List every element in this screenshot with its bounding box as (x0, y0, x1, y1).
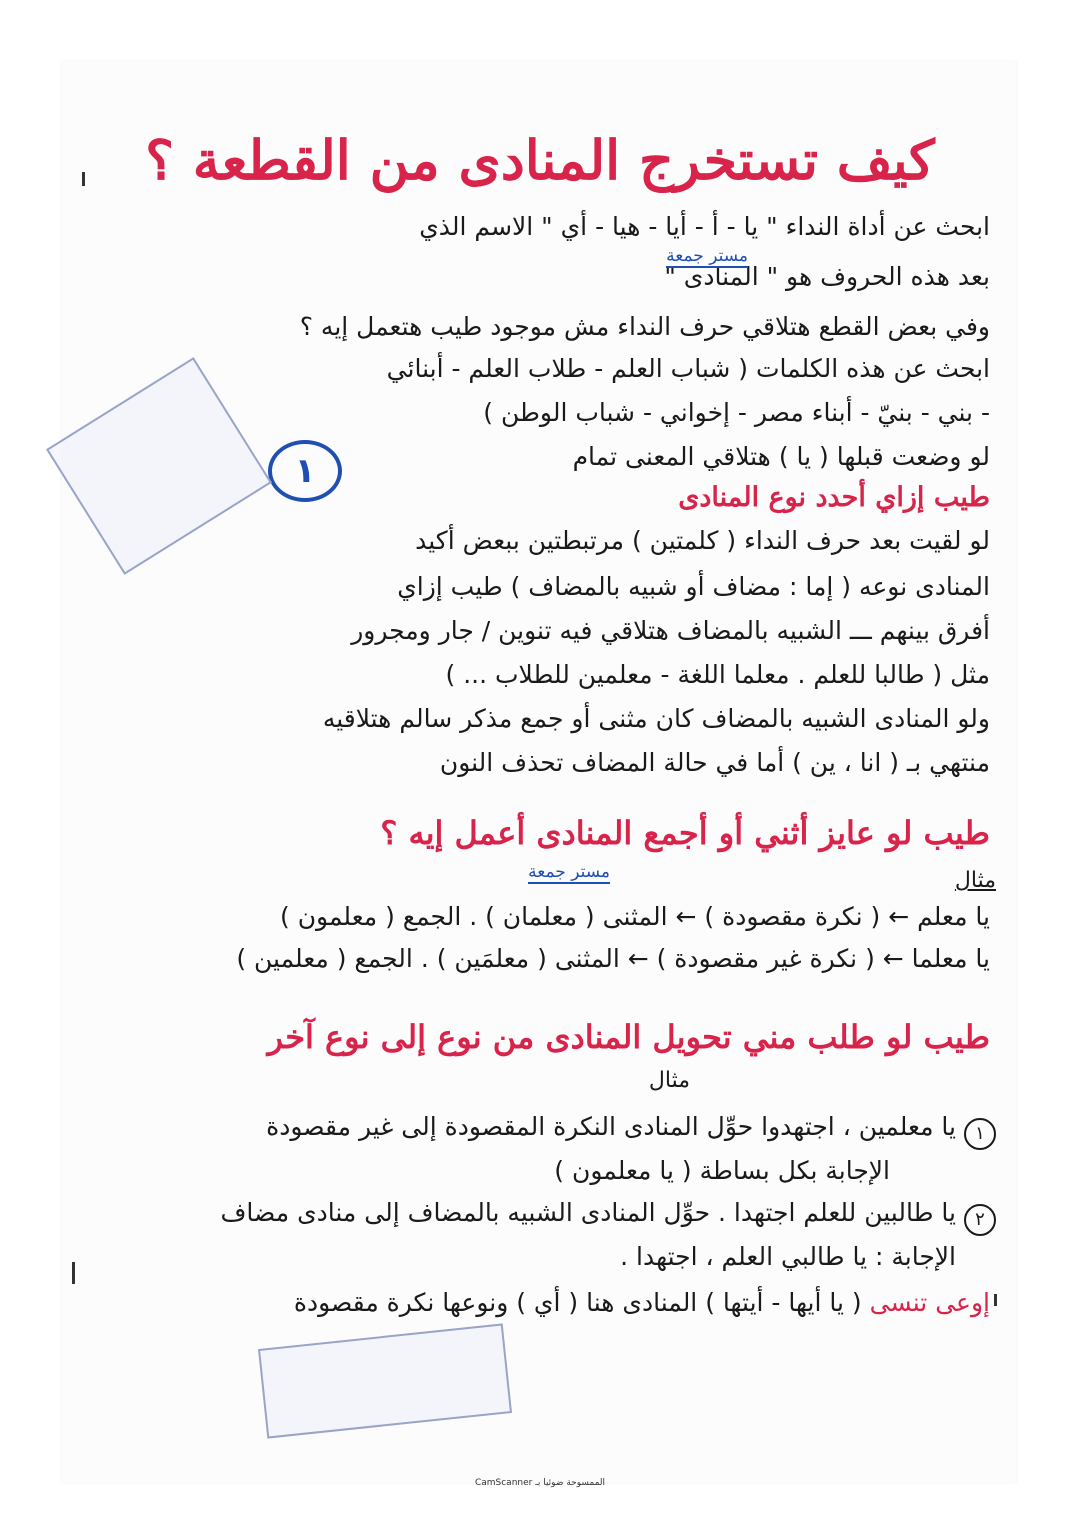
s3-example-2: يا معلما ← ( نكرة غير مقصودة ) ← المثنى ( معلمَين ) . الجمع ( معلمين ) (236, 944, 990, 973)
s1-line-2: بعد هذه الحروف هو " المنادى " (664, 262, 990, 291)
s2-line-5: ولو المنادى الشبيه بالمضاف كان مثنى أو جمع مذكر سالم هتلاقيه (322, 704, 990, 733)
s4-heading: طيب لو طلب مني تحويل المنادى من نوع إلى نوع آخر (267, 1018, 990, 1056)
s4-example-label: مثال (648, 1068, 690, 1093)
s4-reminder (294, 1288, 990, 1318)
s2-line-3: أفرق بينهم ـــ الشبيه بالمضاف هتلاقي فيه تنوين / جار ومجرور (351, 616, 990, 645)
s1-line-3: وفي بعض القطع هتلاقي حرف النداء مش موجود طيب هتعمل إيه ؟ (299, 312, 990, 341)
s2-line-1: لو لقيت بعد حرف النداء ( كلمتين ) مرتبطتين ببعض أكيد (415, 526, 990, 555)
item-number-1: ١ (964, 1118, 996, 1150)
s4-item2-line-1: يا طالبين للعلم اجتهدا . حوِّل المنادى الشبيه بالمضاف إلى منادى مضاف (220, 1198, 956, 1227)
s4-item2-line-2: الإجابة : يا طالبي العلم ، اجتهدا . (620, 1242, 956, 1271)
teacher-note-2: مستر جمعة (528, 862, 610, 882)
s2-line-4: مثل ( طالبا للعلم . معلما اللغة - معلمين للطلاب ... ) (445, 660, 990, 689)
ink-mark (72, 1262, 75, 1284)
item-number-2: ٢ (964, 1204, 996, 1236)
scanner-footer: الممسوحة ضوئيا بـ CamScanner (474, 1478, 606, 1488)
s3-heading: طيب لو عايز أثني أو أجمع المنادى أعمل إيه ؟ (380, 814, 990, 852)
s2-heading: طيب إزاي أحدد نوع المنادى (678, 482, 990, 513)
s1-line-1: ابحث عن أداة النداء " يا - أ - أيا - هيا - أي " الاسم الذي (419, 212, 990, 241)
s1-line-5: - بني - بنيّ - أبناء مصر - إخواني - شباب الوطن ) (483, 398, 990, 427)
reminder-red-text: إوعى تنسى (869, 1288, 990, 1317)
teacher-note-1: مستر جمعة (666, 246, 748, 266)
circled-number-1: ١ (268, 440, 342, 502)
s1-line-6: لو وضعت قبلها ( يا ) هتلاقي المعنى تمام (572, 442, 990, 471)
s4-item1-line-1: يا معلمين ، اجتهدوا حوِّل المنادى النكرة المقصودة إلى غير مقصودة (266, 1112, 956, 1141)
s4-item1-line-2: الإجابة بكل بساطة ( يا معلمون ) (554, 1156, 890, 1185)
reminder-rest-text: ( يا أيها - أيتها ) المنادى هنا ( أي ) ونوعها نكرة مقصودة (293, 1288, 862, 1317)
s3-example-label: مثال (954, 868, 996, 893)
ink-mark (994, 1294, 997, 1306)
ink-mark (82, 172, 85, 186)
s1-line-4: ابحث عن هذه الكلمات ( شباب العلم - طلاب العلم - أبنائي (386, 354, 990, 383)
s2-line-2: المنادى نوعه ( إما : مضاف أو شبيه بالمضاف ) طيب إزاي (397, 572, 990, 601)
s2-line-6: منتهي بـ ( انا ، ين ) أما في حالة المضاف تحذف النون (439, 748, 990, 777)
s3-example-1: يا معلم ← ( نكرة مقصودة ) ← المثنى ( معلمان ) . الجمع ( معلمون ) (280, 902, 990, 931)
page-title: كيف تستخرج المنادى من القطعة ؟ (145, 128, 935, 193)
